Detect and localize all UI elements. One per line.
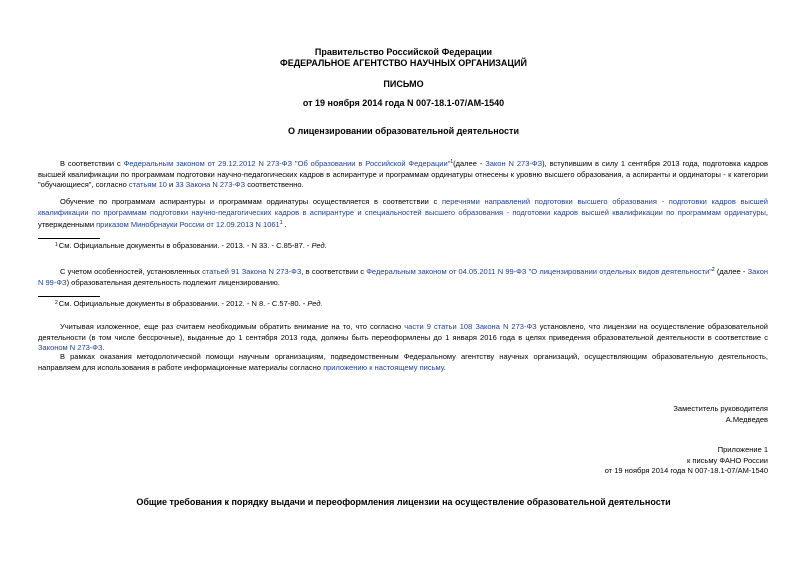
link-law-273-short[interactable]: Закон N 273-ФЗ xyxy=(485,159,543,168)
footnote-2-text: См. Официальные документы в образовании. - 2012. - N 8. - С.57-80. - xyxy=(58,299,308,308)
agency-name: ФЕДЕРАЛЬНОЕ АГЕНТСТВО НАУЧНЫХ ОРГАНИЗАЦИЙ xyxy=(280,58,527,68)
link-article-33[interactable]: 33 Закона N 273-ФЗ xyxy=(175,180,246,189)
p2-text-3: . xyxy=(282,220,287,229)
p1-text-2: (далее - xyxy=(453,159,486,168)
p3-text-4: ) образовательная деятельность подлежит лицензированию. xyxy=(66,277,280,287)
p5-text-1: В рамках оказания методологической помощи научным организациям, подведомственным Федеральному агентству научных организаций, осуществляющим образовательную деятельность, направляем для использования в работе информационные материалы согласно xyxy=(38,352,768,372)
footnote-1 xyxy=(55,240,327,251)
appendix-block xyxy=(605,445,768,477)
link-appendix[interactable]: приложению к настоящему письму xyxy=(323,362,444,372)
footnote-2 xyxy=(55,298,323,309)
document-subject: О лицензировании образовательной деятельности xyxy=(287,126,519,136)
signature-position: Заместитель руководителя xyxy=(673,404,768,413)
link-law-99[interactable]: Федеральным законом от 04.05.2011 N 99-ФЗ "О лицензировании отдельных видов деятельности" xyxy=(366,267,712,276)
p3-text-2: , в соответствии с xyxy=(301,267,367,276)
p4-text-2: установлено, что лицензии на осуществление образовательной деятельности (в том числе бессрочные), выданные до 1 сентября 2013 года, должны быть переоформлены до 1 января 2016 года в целях приведения образовательной деятельности в соответствие с xyxy=(38,322,768,342)
p4-text-1: Учитывая изложенное, еще раз считаем необходимым обратить внимание на то, что согласно xyxy=(60,322,405,331)
document-type: ПИСЬМО xyxy=(383,79,424,89)
appendix-ref: от 19 ноября 2014 года N 007-18.1-07/АМ-1540 xyxy=(604,466,768,475)
link-article-10[interactable]: статьям 10 xyxy=(128,180,167,189)
p1-text-4: и xyxy=(166,180,176,189)
section-title: Общие требования к порядку выдачи и переоформления лицензии на осуществление образовательной деятельности xyxy=(136,497,671,507)
footnote-2-mark: 2 xyxy=(55,300,58,306)
paragraph-4 xyxy=(38,322,768,354)
link-law-99-short[interactable]: Закон N 99-ФЗ xyxy=(38,267,769,287)
footnote-ref-1: 1 xyxy=(450,159,454,165)
footnote-1-mark: 1 xyxy=(55,242,58,248)
footnote-1-text: См. Официальные документы в образовании. - 2013. - N 33. - С.85-87. - xyxy=(58,241,312,250)
p1-text-5: соответственно. xyxy=(245,180,304,189)
paragraph-1 xyxy=(38,157,768,191)
footnote-2-ed: Ред. xyxy=(307,299,323,308)
link-article-108[interactable]: части 9 статьи 108 Закона N 273-ФЗ xyxy=(404,322,537,331)
paragraph-5 xyxy=(38,352,768,373)
p3-text-3: (далее - xyxy=(714,267,748,276)
link-order-1061[interactable]: приказом Минобрнауки России от 12.09.2013 N 1061 xyxy=(96,220,280,229)
p2-text-1: Обучение по программам аспирантуры и программам ординатуры осуществляется в соответствии с xyxy=(60,197,442,206)
link-law-273-ref[interactable]: Законом N 273-ФЗ xyxy=(38,343,103,352)
p3-text-1: С учетом особенностей, установленных xyxy=(60,267,203,276)
government-name: Правительство Российской Федерации xyxy=(314,47,493,57)
paragraph-2 xyxy=(38,197,768,231)
footnote-divider-1 xyxy=(38,238,100,239)
link-lists-of-directions[interactable]: перечнями направлений подготовки высшего образования - подготовки кадров высшей квалификации по программам подготовки научно-педагогических кадров в аспирантуре и специальностей высшего образования - подготовки кадров высшей квалификации по программам ординатуры xyxy=(38,197,769,217)
footnote-1-ed: Ред. xyxy=(311,241,327,250)
appendix-to: к письму ФАНО России xyxy=(687,455,768,465)
signature-name: А.Медведев xyxy=(725,414,768,424)
p1-text-1: В соответствии с xyxy=(60,159,124,168)
footnote-ref-2: 2 xyxy=(711,267,715,273)
p2-text-2: , утвержденными xyxy=(38,207,768,229)
footnote-divider-2 xyxy=(38,296,100,297)
paragraph-3 xyxy=(38,265,768,288)
link-law-273[interactable]: Федеральным законом от 29.12.2012 N 273-ФЗ "Об образовании в Российской Федерации" xyxy=(123,159,451,168)
p5-text-2: . xyxy=(443,362,446,372)
link-article-91[interactable]: статьей 91 Закона N 273-ФЗ xyxy=(202,267,302,276)
p4-text-3: . xyxy=(102,343,105,352)
p1-text-3: ), вступившим в силу 1 сентября 2013 года, подготовка кадров высшей квалификации по программам подготовки научно-педагогических кадров в аспирантуре и программам ординатуры отнесены к уровню высшего образования, а аспиранты и ординаторы - к категории "обучающиеся", согласно xyxy=(38,159,768,189)
appendix-title: Приложение 1 xyxy=(717,445,768,454)
signature-block xyxy=(673,404,768,425)
footnote-ref-1b: 1 xyxy=(279,220,283,226)
document-date-number: от 19 ноября 2014 года N 007-18.1-07/АМ-1540 xyxy=(302,98,505,108)
